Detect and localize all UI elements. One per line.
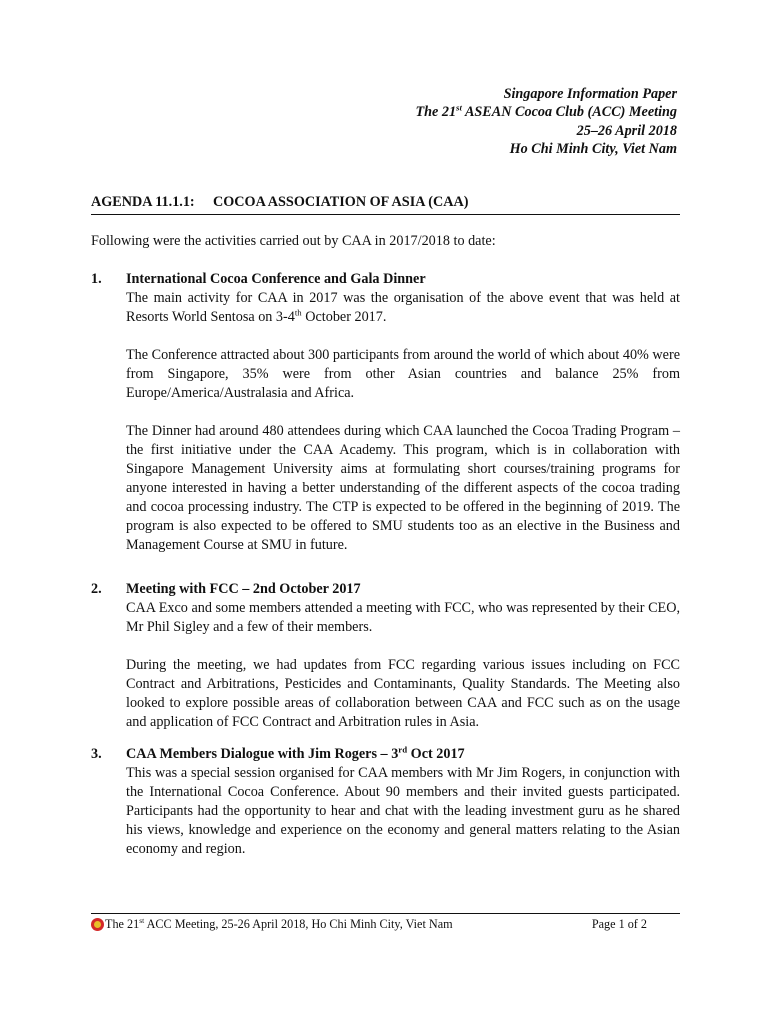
- section-1-paragraph-2: The Conference attracted about 300 participants from around the world of which about 40% were from Singapore, 35% were from other Asian countries and balance 25% from Europe/America/Australasia and Africa.: [126, 347, 680, 401]
- header-line-1: Singapore Information Paper: [503, 86, 677, 102]
- agenda-title: COCOA ASSOCIATION OF ASIA (CAA): [213, 194, 469, 210]
- intro-paragraph: Following were the activities carried out by CAA in 2017/2018 to date:: [91, 233, 496, 249]
- document-header: [415, 85, 677, 159]
- section-3-title-rest: Oct 2017: [407, 746, 465, 762]
- section-2-number: 2.: [91, 581, 102, 597]
- section-2-title: Meeting with FCC – 2nd October 2017: [126, 581, 361, 597]
- section-2: [91, 580, 680, 732]
- section-3-paragraph-1: This was a special session organised for CAA members with Mr Jim Rogers, in conjunction with the International Cocoa Conference. About 90 members and their invited guests participated. Participants had the opportunity to hear and chat with the leading investment guru as he shared his views, knowledge and experience on the economy and general matters relating to the Asian economy and region.: [126, 765, 680, 857]
- section-1-p1-rest: October 2017.: [301, 309, 387, 325]
- section-1: [91, 270, 680, 555]
- agenda-heading: [91, 194, 680, 215]
- footer-text-sup: st: [139, 915, 145, 925]
- section-1-paragraph-3: The Dinner had around 480 attendees during which CAA launched the Cocoa Trading Program – the first initiative under the CAA Academy. This program, which is in collaboration with Singapore Management University aims at formulating short courses/training programs for anyone interested in having a better understanding of the different aspects of the cocoa trading and cocoa processing industry. The CTP is expected to be offered in the beginning of 2019. The program is also expected to be offered to SMU students too as an elective in the Business and Management Course at SMU in future.: [126, 423, 680, 553]
- section-2-paragraph-1: CAA Exco and some members attended a meeting with FCC, who was represented by their CEO, Mr Phil Sigley and a few of their members.: [126, 600, 680, 635]
- section-3-title-sup: rd: [398, 744, 408, 755]
- section-1-number: 1.: [91, 271, 102, 287]
- asean-emblem-icon: [91, 918, 104, 931]
- header-line-2-text: The 21: [415, 104, 457, 121]
- page-number: Page 1 of 2: [591, 917, 647, 931]
- header-line-2: [415, 103, 677, 121]
- header-line-2-rest: ASEAN Cocoa Club (ACC) Meeting: [461, 104, 677, 121]
- section-3: [91, 745, 680, 859]
- footer-text-pre: The 21: [105, 917, 140, 931]
- footer-text: [105, 916, 453, 932]
- header-line-2-sup: st: [456, 102, 462, 113]
- page-footer: [91, 913, 680, 932]
- section-1-p1-sup: th: [294, 307, 302, 318]
- section-3-title-text: CAA Members Dialogue with Jim Rogers – 3: [126, 746, 399, 762]
- section-3-number: 3.: [91, 746, 102, 762]
- agenda-number: AGENDA 11.1.1:: [91, 194, 195, 210]
- section-3-title: [126, 745, 680, 764]
- section-1-title: International Cocoa Conference and Gala Dinner: [126, 271, 426, 287]
- section-2-paragraph-2: During the meeting, we had updates from FCC regarding various issues including on FCC Contract and Arbitrations, Pesticides and Contaminants, Quality Standards. The Meeting also looked to explore possible areas of collaboration between CAA and FCC such as on the usage and application of FCC Contract and Arbitration rules in Asia.: [126, 657, 680, 730]
- section-1-p1-text: The main activity for CAA in 2017 was the organisation of the above event that was held at Resorts World Sentosa on 3-4: [126, 290, 680, 325]
- header-line-3: 25–26 April 2018: [576, 122, 677, 139]
- footer-text-post: ACC Meeting, 25-26 April 2018, Ho Chi Minh City, Viet Nam: [144, 917, 453, 931]
- header-line-4: Ho Chi Minh City, Viet Nam: [509, 141, 677, 158]
- section-1-paragraph-1: [126, 289, 680, 327]
